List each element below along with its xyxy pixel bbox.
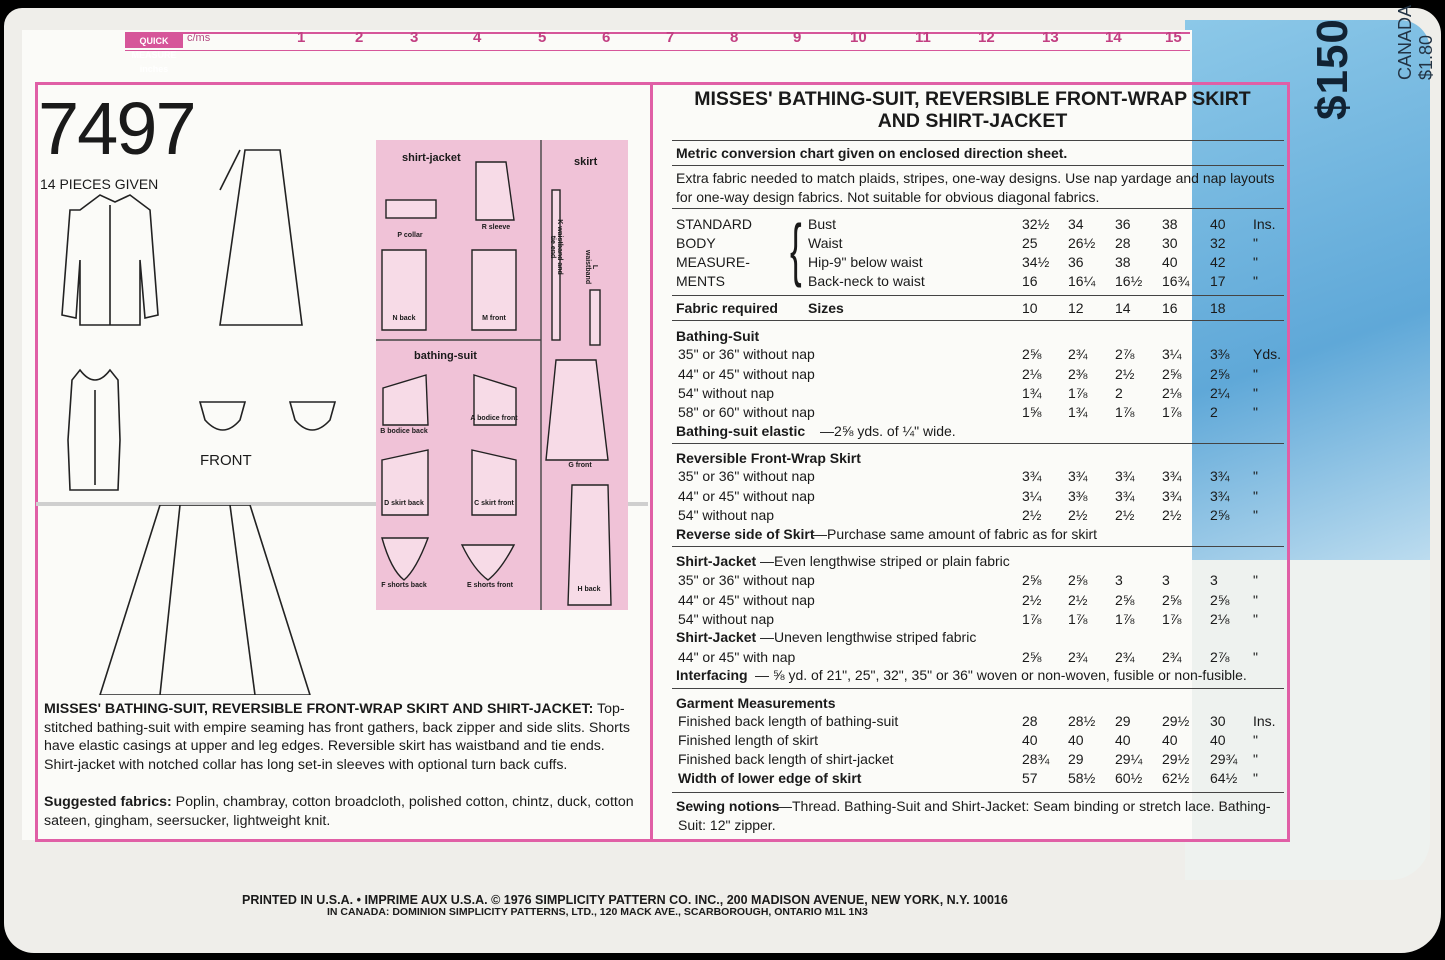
shirt-jacket-nap-row-value: 2¾ — [1162, 649, 1182, 665]
garment-heading: Garment Measurements — [676, 695, 836, 711]
bathing-suit-row-value: 2¾ — [1068, 346, 1088, 362]
bathing-suit-row-label: 58" or 60" without nap — [678, 404, 815, 420]
ruler-number: 3 — [410, 29, 419, 46]
measurement-unit: " — [1253, 235, 1258, 251]
skirt-heading: Reversible Front-Wrap Skirt — [676, 450, 861, 466]
measurement-label: Bust — [808, 216, 837, 232]
skirt-row-label: 54" without nap — [678, 507, 775, 523]
measurement-value: 36 — [1115, 216, 1131, 232]
garment-row-value: 28½ — [1068, 713, 1096, 729]
title-line-2: AND SHIRT-JACKET — [877, 110, 1068, 132]
piece-h: H back — [577, 586, 601, 593]
canada-price-label: CANADA $1.80 — [1395, 5, 1436, 80]
bathing-suit-row-value: 3⅜ — [1210, 346, 1230, 362]
section-shirt-jacket: shirt-jacket — [402, 152, 461, 164]
right-title — [660, 88, 1285, 132]
measurement-value: 32 — [1210, 235, 1226, 251]
bathing-suit-row-value: 1⅞ — [1115, 404, 1135, 420]
piece-f: F shorts back — [381, 582, 427, 589]
ruler-number: 12 — [978, 29, 995, 46]
shirt-jacket-nap-row-value: 2¾ — [1068, 649, 1088, 665]
shirt-jacket-heading: Shirt-Jacket — [676, 553, 757, 569]
measurement-unit: Ins. — [1253, 216, 1276, 232]
body-label: STANDARD — [676, 216, 752, 232]
shirt-jacket-row-value: 1⅞ — [1022, 611, 1042, 627]
skirt-row-value: 2½ — [1022, 507, 1042, 523]
shirt-jacket-nap-row-value: 2¾ — [1115, 649, 1135, 665]
skirt-row-value: 3¼ — [1022, 488, 1042, 504]
shirt-jacket-nap-row-unit: " — [1253, 649, 1258, 665]
piece-r: R sleeve — [481, 224, 511, 231]
shirt-jacket-row-value: 2⅝ — [1022, 572, 1042, 588]
piece-n: N back — [392, 315, 416, 322]
ruler-number: 14 — [1105, 29, 1122, 46]
measurement-label: Hip-9" below waist — [808, 254, 923, 270]
measurement-value: 16¼ — [1068, 273, 1096, 289]
bathing-suit-row-label: 54" without nap — [678, 385, 775, 401]
ruler-number: 4 — [473, 29, 482, 46]
shirt-jacket-row-value: 1⅞ — [1115, 611, 1135, 627]
skirt-row-value: 3¾ — [1022, 468, 1042, 484]
garment-row-value: 29½ — [1162, 751, 1190, 767]
bathing-suit-row-unit: Yds. — [1253, 346, 1282, 362]
ruler-number: 6 — [602, 29, 611, 46]
size-number: 10 — [1022, 300, 1038, 316]
table-rule — [672, 688, 1284, 689]
shirt-jacket-row-value: 2½ — [1022, 592, 1042, 608]
size-number: 18 — [1210, 300, 1226, 316]
measurement-brace-icon: { — [790, 210, 802, 288]
measurement-value: 28 — [1115, 235, 1131, 251]
piece-m: M front — [482, 315, 506, 322]
front-label: FRONT — [200, 452, 252, 469]
measurement-value: 34 — [1068, 216, 1084, 232]
shirt-jacket-row-label: 35" or 36" without nap — [678, 572, 815, 588]
bathing-suit-row-value: 1⅝ — [1022, 404, 1042, 420]
measurement-label: Back-neck to waist — [808, 273, 925, 289]
fabric-required-label: Fabric required — [676, 300, 778, 316]
bathing-suit-row-value: 1¾ — [1068, 404, 1088, 420]
elastic-label: Bathing-suit elastic — [676, 423, 806, 439]
measurement-value: 40 — [1162, 254, 1178, 270]
garment-row-value: 58½ — [1068, 770, 1096, 786]
title-line-1: MISSES' BATHING-SUIT, REVERSIBLE FRONT-WRAP SKIRT — [694, 88, 1251, 110]
garment-row-value: 60½ — [1115, 770, 1143, 786]
piece-c: C skirt front — [474, 500, 514, 507]
garment-row-value: 29¼ — [1115, 751, 1143, 767]
ruler-number: 7 — [666, 29, 675, 46]
measurement-value: 30 — [1162, 235, 1178, 251]
garment-row-value: 62½ — [1162, 770, 1190, 786]
body-label: BODY — [676, 235, 716, 251]
skirt-row-value: 2½ — [1115, 507, 1135, 523]
skirt-row-value: 3¾ — [1068, 468, 1088, 484]
ruler-number: 15 — [1165, 29, 1182, 46]
shirt-jacket-row-value: 2⅝ — [1162, 592, 1182, 608]
body-label: MENTS — [676, 273, 725, 289]
table-rule — [672, 792, 1284, 793]
garment-row-value: 40 — [1162, 732, 1178, 748]
piece-l: L waistband — [584, 249, 598, 285]
bathing-suit-row-value: 1⅞ — [1162, 404, 1182, 420]
interfacing-label: Interfacing — [676, 667, 748, 683]
notions-label: Sewing notions — [676, 798, 780, 814]
shirt-jacket-heading-2-text: —Uneven lengthwise striped fabric — [760, 629, 977, 645]
skirt-row-value: 3¾ — [1115, 468, 1135, 484]
ruler-number: 8 — [730, 29, 739, 46]
description-text: Top-stitched bathing-suit with empire seaming has front gathers, back zipper and side slits. Shorts have elastic casings at upper and leg edges. Reversible skirt has waistband and tie ends. Shirt-jacket with notched collar has long set-in sleeves with optional turn back cuffs. — [44, 701, 630, 773]
garment-sketches — [40, 140, 380, 500]
price-label: $150 — [1308, 18, 1357, 120]
measurement-label: Waist — [808, 235, 843, 251]
table-rule — [672, 320, 1284, 321]
measurement-unit: " — [1253, 273, 1258, 289]
measurement-value: 16 — [1022, 273, 1038, 289]
piece-d: D skirt back — [384, 500, 424, 507]
shirt-jacket-row-value: 2⅝ — [1210, 592, 1230, 608]
notions-line-1: —Thread. Bathing-Suit and Shirt-Jacket: Seam binding or stretch lace. Bathing- — [778, 798, 1271, 814]
pattern-piece-shapes — [376, 140, 628, 610]
piece-p: P collar — [397, 232, 423, 239]
measurement-value: 36 — [1068, 254, 1084, 270]
fabrics-text: Poplin, chambray, cotton broadcloth, polished cotton, chintz, duck, cotton sateen, gingham, seersucker, lightweight knit. — [44, 794, 634, 829]
garment-row-label: Finished length of skirt — [678, 732, 819, 748]
footer-canada: IN CANADA: DOMINION SIMPLICITY PATTERNS, LTD., 120 MACK AVE., SCARBOROUGH, ONTARIO M1L 1N3 — [327, 906, 868, 918]
piece-a: A bodice front — [470, 415, 518, 422]
extra-fabric-note-2: for one-way design fabrics. Not suitable for obvious diagonal fabrics. — [676, 189, 1100, 205]
garment-row-value: 28¾ — [1022, 751, 1050, 767]
elastic-text: —2⅝ yds. of ¼" wide. — [820, 423, 956, 439]
table-rule — [672, 546, 1284, 547]
shirt-jacket-row-unit: " — [1253, 592, 1258, 608]
garment-row-label: Finished back length of bathing-suit — [678, 713, 899, 729]
piece-b: B bodice back — [380, 428, 428, 435]
shirt-jacket-row-value: 1⅞ — [1068, 611, 1088, 627]
reverse-skirt-label: Reverse side of Skirt — [676, 526, 815, 542]
garment-row-value: 28 — [1022, 713, 1038, 729]
garment-row-value: 29 — [1068, 751, 1084, 767]
bathing-suit-row-value: 2⅜ — [1068, 366, 1088, 382]
sizes-label: Sizes — [808, 300, 844, 316]
size-number: 16 — [1162, 300, 1178, 316]
garment-row-value: 57 — [1022, 770, 1038, 786]
bathing-suit-row-value: 1⅞ — [1068, 385, 1088, 401]
pattern-number: 7497 — [38, 87, 195, 170]
measurement-value: 16½ — [1115, 273, 1143, 289]
shirt-jacket-row-value: 3 — [1210, 572, 1218, 588]
fabrics-title: Suggested fabrics: — [44, 794, 172, 810]
skirt-row-value: 2½ — [1162, 507, 1182, 523]
reverse-skirt-text: —Purchase same amount of fabric as for skirt — [813, 526, 1097, 542]
bathing-suit-row-value: 1¾ — [1022, 385, 1042, 401]
skirt-row-value: 3¾ — [1210, 488, 1230, 504]
garment-row-value: 64½ — [1210, 770, 1238, 786]
shirt-jacket-row-value: 2⅝ — [1068, 572, 1088, 588]
skirt-row-value: 2⅝ — [1210, 507, 1230, 523]
suggested-fabrics — [44, 793, 642, 830]
shirt-jacket-row-value: 3 — [1162, 572, 1170, 588]
section-bathing-suit: bathing-suit — [414, 350, 477, 362]
piece-g: G front — [568, 462, 592, 469]
garment-row-value: 40 — [1022, 732, 1038, 748]
skirt-back-sketch — [80, 505, 340, 695]
notions-line-2: Suit: 12" zipper. — [678, 817, 776, 833]
bathing-suit-row-value: 2 — [1210, 404, 1218, 420]
measure-ruler — [125, 32, 1190, 51]
skirt-row-unit: " — [1253, 488, 1258, 504]
measurement-unit: " — [1253, 254, 1258, 270]
garment-row-value: 30 — [1210, 713, 1226, 729]
skirt-row-value: 3¾ — [1210, 468, 1230, 484]
skirt-sketch-icon — [100, 505, 310, 695]
garment-row-value: 40 — [1115, 732, 1131, 748]
measurement-value: 38 — [1115, 254, 1131, 270]
bathing-suit-row-value: 2⅝ — [1210, 366, 1230, 382]
shirt-jacket-nap-row-value: 2⅝ — [1022, 649, 1042, 665]
column-divider — [650, 82, 653, 842]
bathing-suit-row-value: 2⅛ — [1162, 385, 1182, 401]
shirt-jacket-row-label: 44" or 45" without nap — [678, 592, 815, 608]
description-title: MISSES' BATHING-SUIT, REVERSIBLE FRONT-WRAP SKIRT AND SHIRT-JACKET: — [44, 701, 594, 717]
pattern-pieces-box — [376, 140, 628, 610]
bathing-suit-row-unit: " — [1253, 385, 1258, 401]
shirt-jacket-heading-text: —Even lengthwise striped or plain fabric — [760, 553, 1010, 569]
garment-row-unit: " — [1253, 751, 1258, 767]
bathing-suit-row-label: 44" or 45" without nap — [678, 366, 815, 382]
shirt-jacket-row-value: 3 — [1115, 572, 1123, 588]
shirt-jacket-row-value: 2⅛ — [1210, 611, 1230, 627]
skirt-row-label: 35" or 36" without nap — [678, 468, 815, 484]
skirt-row-value: 2½ — [1068, 507, 1088, 523]
garment-row-value: 29¾ — [1210, 751, 1238, 767]
interfacing-text: — ⅝ yd. of 21", 25", 32", 35" or 36" woven or non-woven, fusible or non-fusible. — [755, 667, 1247, 683]
measurement-value: 42 — [1210, 254, 1226, 270]
size-number: 12 — [1068, 300, 1084, 316]
skirt-row-value: 3⅜ — [1068, 488, 1088, 504]
shorts-front-sketch-icon — [200, 402, 245, 430]
skirt-row-unit: " — [1253, 507, 1258, 523]
skirt-row-value: 3¾ — [1162, 488, 1182, 504]
bathing-suit-row-value: 2⅝ — [1162, 366, 1182, 382]
shirt-jacket-nap-row-label: 44" or 45" with nap — [678, 649, 796, 665]
bathing-suit-row-label: 35" or 36" without nap — [678, 346, 815, 362]
bathing-suit-row-value: 2¼ — [1210, 385, 1230, 401]
bathing-suit-row-unit: " — [1253, 404, 1258, 420]
ruler-number: 13 — [1042, 29, 1059, 46]
ruler-number: 5 — [538, 29, 547, 46]
measurement-value: 34½ — [1022, 254, 1050, 270]
measurement-value: 25 — [1022, 235, 1038, 251]
shorts-back-sketch-icon — [290, 402, 335, 430]
piece-k: K waistband and tie end — [549, 219, 563, 275]
extra-fabric-note-1: Extra fabric needed to match plaids, stripes, one-way designs. Use nap yardage and nap layouts — [676, 170, 1275, 186]
ruler-number: 9 — [793, 29, 802, 46]
garment-row-value: 29 — [1115, 713, 1131, 729]
ruler-units: c/ms — [187, 32, 211, 44]
bathing-suit-heading: Bathing-Suit — [676, 328, 760, 344]
piece-e: E shorts front — [467, 582, 513, 589]
garment-row-value: 40 — [1068, 732, 1084, 748]
garment-row-unit: " — [1253, 732, 1258, 748]
garment-row-label: Finished back length of shirt-jacket — [678, 751, 894, 767]
table-rule — [672, 295, 1284, 296]
garment-row-label: Width of lower edge of skirt — [678, 770, 862, 786]
garment-row-unit: " — [1253, 770, 1258, 786]
shirt-jacket-row-unit: " — [1253, 611, 1258, 627]
bathing-suit-row-value: 2⅛ — [1022, 366, 1042, 382]
skirt-row-unit: " — [1253, 468, 1258, 484]
ruler-number: 11 — [915, 29, 931, 46]
metric-note: Metric conversion chart given on enclosed direction sheet. — [676, 145, 1068, 161]
measurement-value: 32½ — [1022, 216, 1050, 232]
bathing-suit-row-value: 2⅝ — [1022, 346, 1042, 362]
garment-row-value: 40 — [1210, 732, 1226, 748]
shirt-jacket-row-value: 2½ — [1068, 592, 1088, 608]
body-label: MEASURE- — [676, 254, 750, 270]
bathing-suit-row-value: 3¼ — [1162, 346, 1182, 362]
section-skirt: skirt — [574, 156, 598, 168]
ruler-number: 2 — [355, 29, 364, 46]
measurement-value: 38 — [1162, 216, 1178, 232]
garment-row-unit: Ins. — [1253, 713, 1276, 729]
pieces-count: 14 PIECES GIVEN — [40, 176, 159, 192]
measurement-value: 26½ — [1068, 235, 1096, 251]
shirt-jacket-heading-2: Shirt-Jacket — [676, 629, 757, 645]
ruler-number: 1 — [297, 29, 306, 46]
skirt-row-label: 44" or 45" without nap — [678, 488, 815, 504]
skirt-row-value: 3¾ — [1162, 468, 1182, 484]
skirt-row-value: 3¾ — [1115, 488, 1135, 504]
footer-copyright: PRINTED IN U.S.A. • IMPRIME AUX U.S.A. © 1976 SIMPLICITY PATTERN CO. INC., 200 MADISON AVENUE, NEW YORK, N.Y. 10016 — [242, 893, 1008, 907]
ruler-number: 10 — [850, 29, 867, 46]
bathing-suit-sketch-icon — [68, 370, 120, 490]
shirt-jacket-row-unit: " — [1253, 572, 1258, 588]
measurement-value: 40 — [1210, 216, 1226, 232]
table-rule — [672, 443, 1284, 444]
pattern-description — [44, 700, 642, 774]
bathing-suit-row-value: 2½ — [1115, 366, 1135, 382]
measurement-value: 17 — [1210, 273, 1226, 289]
bathing-suit-row-value: 2⅞ — [1115, 346, 1135, 362]
measurement-value: 16¾ — [1162, 273, 1190, 289]
bathing-suit-row-unit: " — [1253, 366, 1258, 382]
garment-row-value: 29½ — [1162, 713, 1190, 729]
size-number: 14 — [1115, 300, 1131, 316]
bathing-suit-row-value: 2 — [1115, 385, 1123, 401]
ruler-label: QUICK MEASURE inches — [125, 34, 183, 48]
shirt-jacket-nap-row-value: 2⅞ — [1210, 649, 1230, 665]
shirt-jacket-row-label: 54" without nap — [678, 611, 775, 627]
shirt-jacket-row-value: 2⅝ — [1115, 592, 1135, 608]
long-skirt-sketch-icon — [220, 150, 302, 325]
shirt-jacket-row-value: 1⅞ — [1162, 611, 1182, 627]
